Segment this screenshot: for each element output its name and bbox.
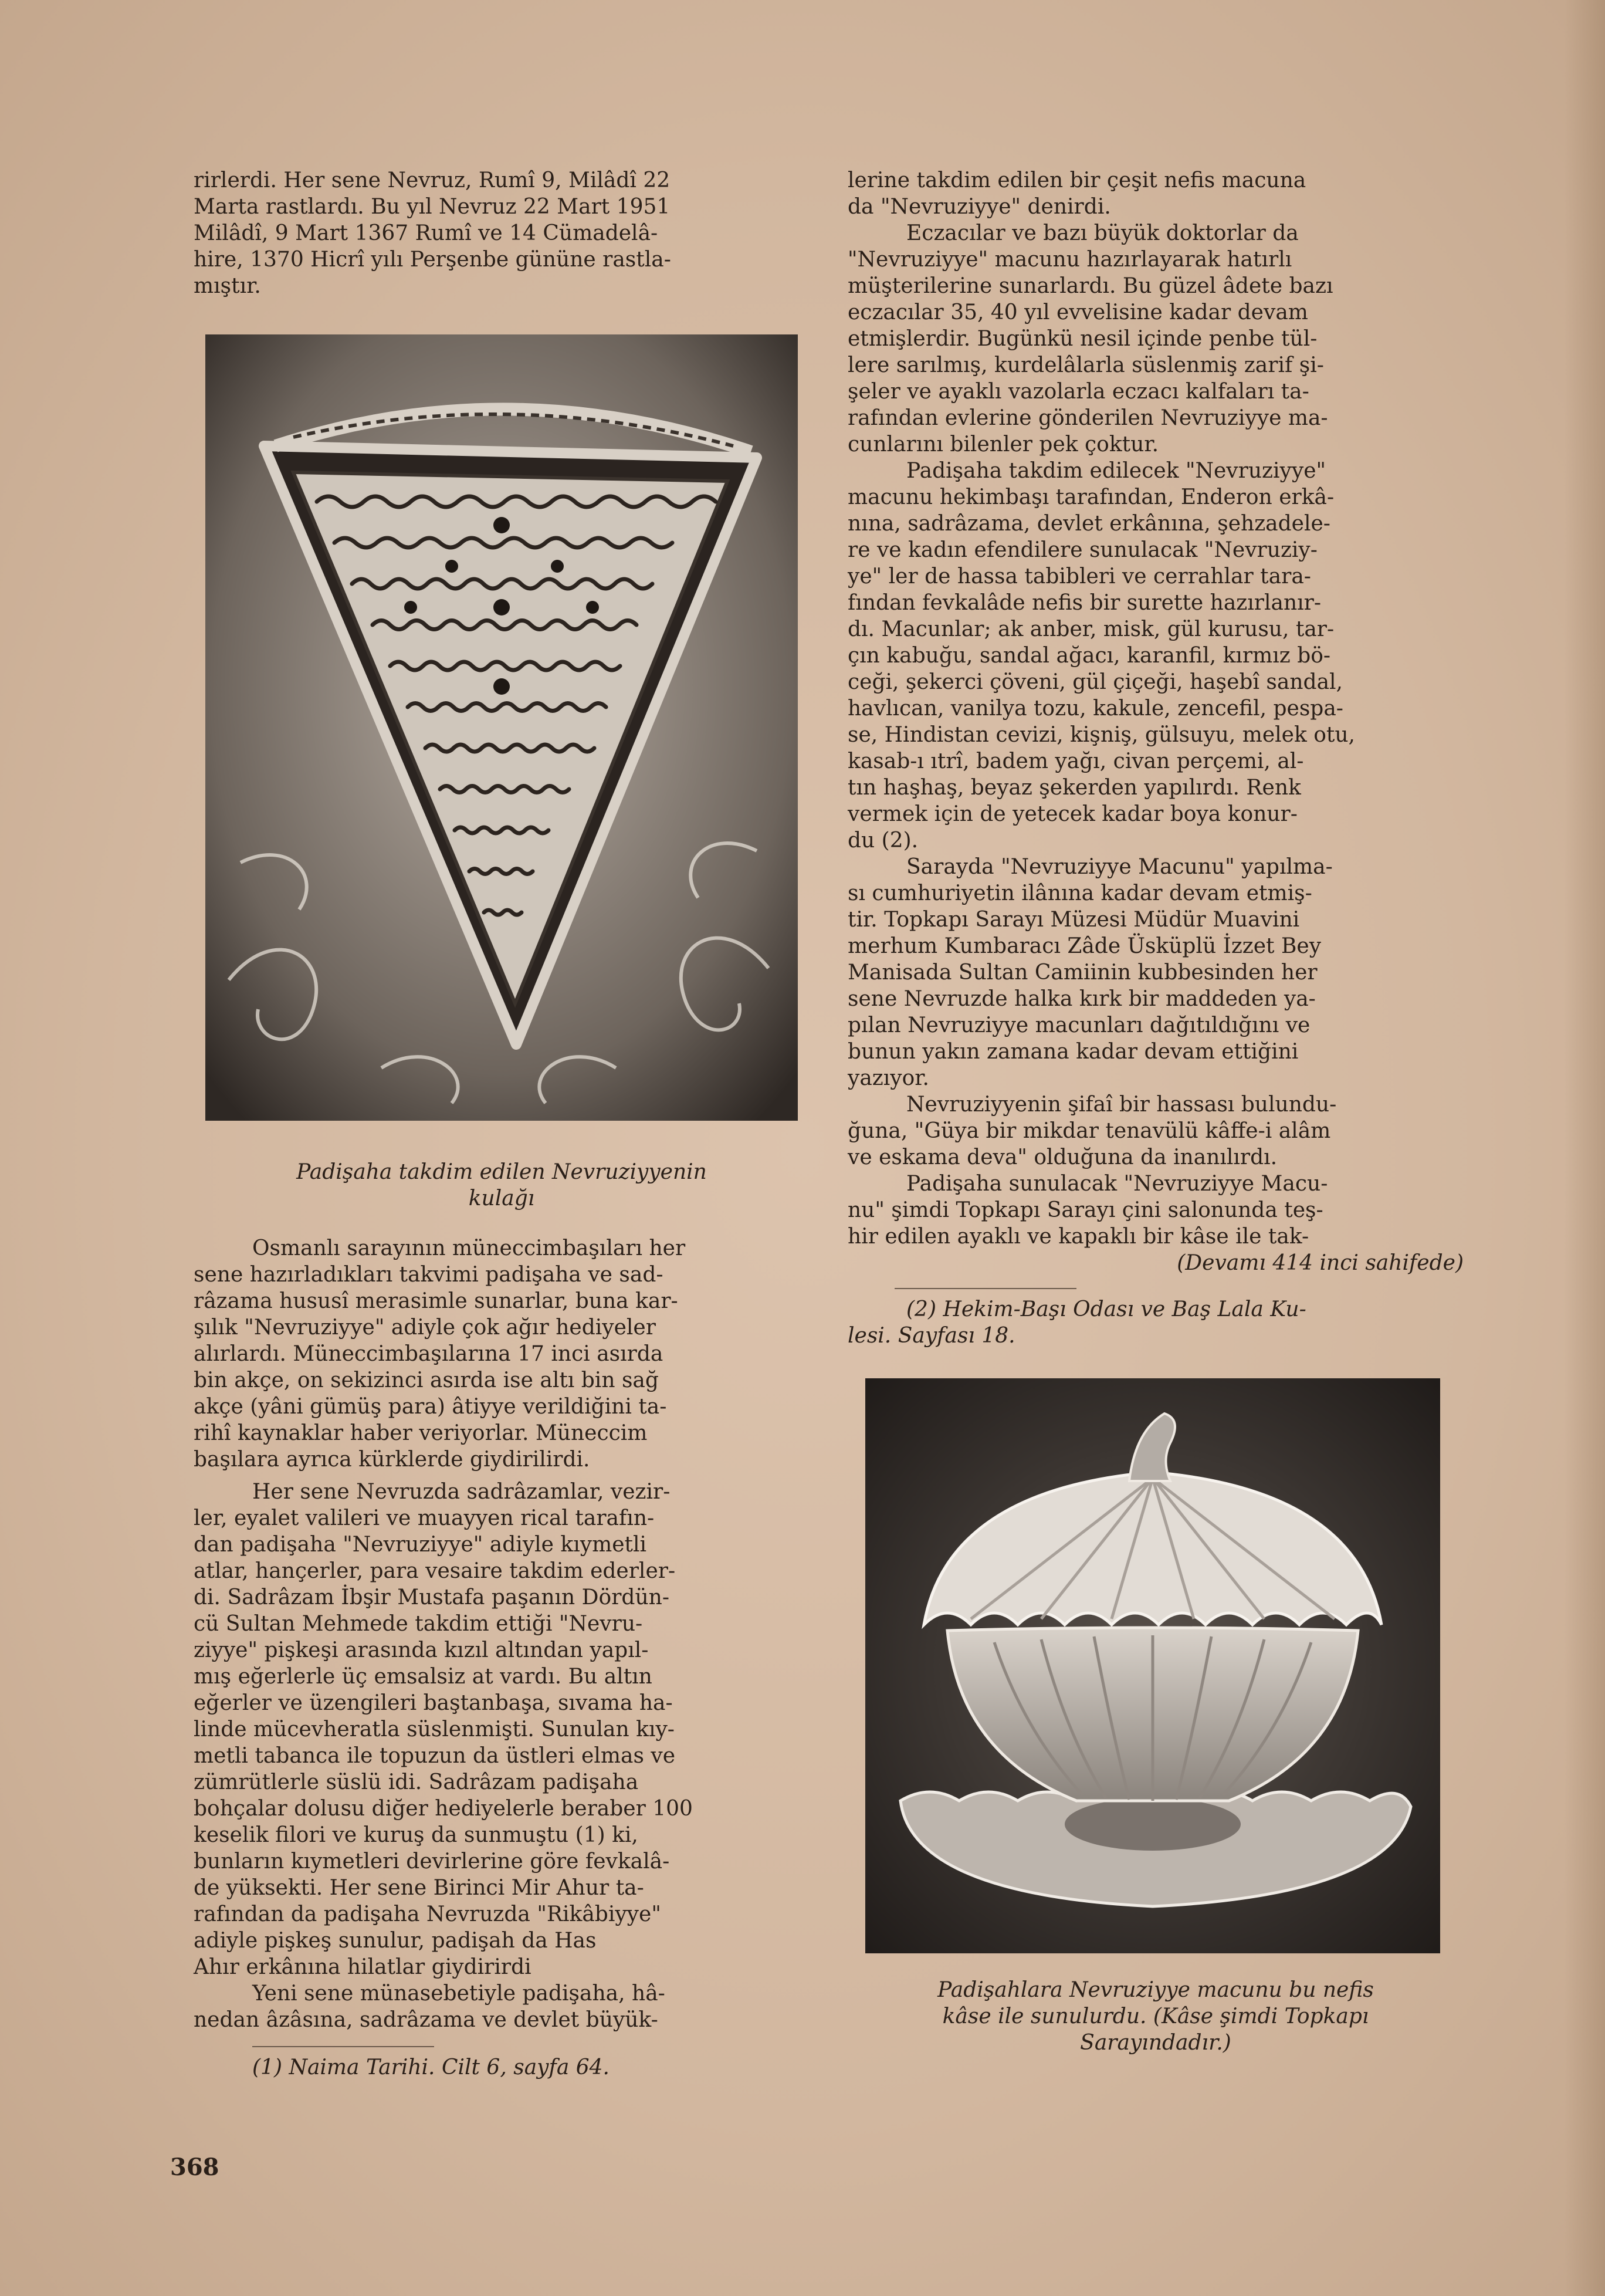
right-paragraph-5: Nevruziyyenin şifaî bir hassası bulundu- ğuna, "Güya bir mikdar tenavülü kâffe-i alâm ve eskama deva" olduğuna da inanılırdı. bbox=[848, 1093, 1337, 1169]
figure-nevruziyye-kase bbox=[865, 1378, 1440, 1953]
bowl-photo-image bbox=[865, 1378, 1440, 1953]
right-paragraph-1: lerine takdim edilen bir çeşit nefis macuna da "Nevruziyye" denirdi. bbox=[848, 168, 1306, 219]
continued-note: (Devamı 414 inci sahifede) bbox=[1177, 1251, 1464, 1275]
left-paragraph-2: Her sene Nevruzda sadrâzamlar, vezir- ler, eyalet valileri ve muayyen rical tarafın- dan padişaha "Nevruziyye" adiyle kıymetli atlar, hançerler, para vesaire takdim ederler- di. Sadrâzam İbşir Mustafa paşanın Dördün- cü Sultan Mehmede takdim ettiği "Nevru- ziyye" pişkeşi arasında kızıl altından yapıl- mış eğerlerle üç emsalsiz at vardı. Bu altın eğerler ve üzengileri baştanbaşa, sıvama ha- linde mücevheratla süslenmişti. Sunulan kıy- metli tabanca ile topuzun da üstleri elmas ve zümrütlerle süslü idi. Sadrâzam padişaha bohçalar dolusu diğer hediyelerle beraber 100 keselik filori ve kuruş da sunmuştu (1) ki, bunların kıymetleri devirlerine göre fevkalâ- de yüksekti. Her sene Birinci Mir Ahur ta- rafından da padişaha Nevruzda "Rikâbiyye" adiyle pişkeş sunulur, padişah da Has Ahır erkânına hilatlar giydirirdi bbox=[194, 1480, 693, 1979]
page-number: 368 bbox=[170, 2153, 219, 2181]
intro-paragraph: rirlerdi. Her sene Nevruz, Rumî 9, Milâdî 22 Marta rastlardı. Bu yıl Nevruz 22 Mart 1951 Milâdî, 9 Mart 1367 Rumî ve 14 Cümadelâ- hire, 1370 Hicrî yılı Perşenbe gününe rastla- mıştır. bbox=[194, 168, 671, 298]
figure1-caption: Padişaha takdim edilen Nevruziyyenin kulağı bbox=[296, 1160, 707, 1210]
left-paragraph-3: Yeni sene münasebetiyle padişaha, hâ- nedan âzâsına, sadrâzama ve devlet büyük- bbox=[194, 1981, 665, 2032]
footnote-1: (1) Naima Tarihi. Cilt 6, sayfa 64. bbox=[252, 2055, 610, 2079]
right-column bbox=[848, 167, 1464, 2056]
figure-nevruziyye-kulagi bbox=[205, 334, 798, 1121]
right-paragraph-3: Padişaha takdim edilecek "Nevruziyye" macunu hekimbaşı tarafından, Enderon erkâ- nına, sadrâzama, devlet erkânına, şehzadele- re ve kadın efendilere sunulacak "Nevruziy- ye" ler de hassa tabibleri ve cerrahlar tara- fından fevkalâde nefis bir surette hazırlanır- dı. Macunlar; ak anber, misk, gül kurusu, tar- çın kabuğu, sandal ağacı, karanfil, kırmız bö- ceği, şekerci çöveni, gül çiçeği, haşebî sandal, havlıcan, vanilya tozu, kakule, zencefil, pespa- se, Hindistan cevizi, kişniş, gülsuyu, melek otu, kasab-ı ıtrî, badem yağı, civan perçemi, al- tın haşhaş, beyaz şekerden yapılırdı. Renk vermek için de yetecek kadar boya konur- du (2). bbox=[848, 459, 1356, 853]
figure2-caption: Padişahlara Nevruziyye macunu bu nefis kâse ile sunulurdu. (Kâse şimdi Topkapı Sarayındadır.) bbox=[937, 1978, 1374, 2055]
right-paragraph-6: Padişaha sunulacak "Nevruziyye Macu- nu" şimdi Topkapı Sarayı çini salonunda teş- hir edilen ayaklı ve kapaklı bir kâse ile tak- bbox=[848, 1172, 1328, 1249]
left-column bbox=[194, 167, 810, 2081]
paper-edge-shadow bbox=[1564, 0, 1605, 2296]
footnote-2: (2) Hekim-Başı Odası ve Baş Lala Ku- lesi. Sayfası 18. bbox=[848, 1297, 1306, 1348]
right-paragraph-2: Eczacılar ve bazı büyük doktorlar da "Nevruziyye" macunu hazırlayarak hatırlı müşterilerine sunarlardı. Bu güzel âdete bazı eczacılar 35, 40 yıl evvelisine kadar devam etmişlerdir. Bugünkü nesil içinde penbe tül- lere sarılmış, kurdelâlarla süslenmiş zarif şi- şeler ve ayaklı vazolarla eczacı kalfaları ta- rafından evlerine gönderilen Nevruziyye ma- cunlarını bilenler pek çoktur. bbox=[848, 221, 1333, 457]
calligraphy-triangle-image bbox=[205, 334, 798, 1121]
right-paragraph-4: Sarayda "Nevruziyye Macunu" yapılma- sı cumhuriyetin ilânına kadar devam etmiş- tir. Topkapı Sarayı Müzesi Müdür Muavini merhum Kumbaracı Zâde Üsküplü İzzet Bey Manisada Sultan Camiinin kubbesinden her sene Nevruzde halka kırk bir maddeden ya- pılan Nevruziyye macunları dağıtıldığını ve bunun yakın zamana kadar devam ettiğini yazıyor. bbox=[848, 855, 1333, 1090]
left-paragraph-1: Osmanlı sarayının müneccimbaşıları her sene hazırladıkları takvimi padişaha ve sad- râzama hususî merasimle sunarlar, buna kar- şılık "Nevruziyye" adiyle çok ağır hediyeler alırlardı. Müneccimbaşılarına 17 inci asırda bin akçe, on sekizinci asırda ise altı bin sağ akçe (yâni gümüş para) âtiyye verildiğini ta- rihî kaynaklar haber veriyorlar. Müneccim başılara ayrıca kürklerde giydirilirdi. bbox=[194, 1236, 686, 1472]
